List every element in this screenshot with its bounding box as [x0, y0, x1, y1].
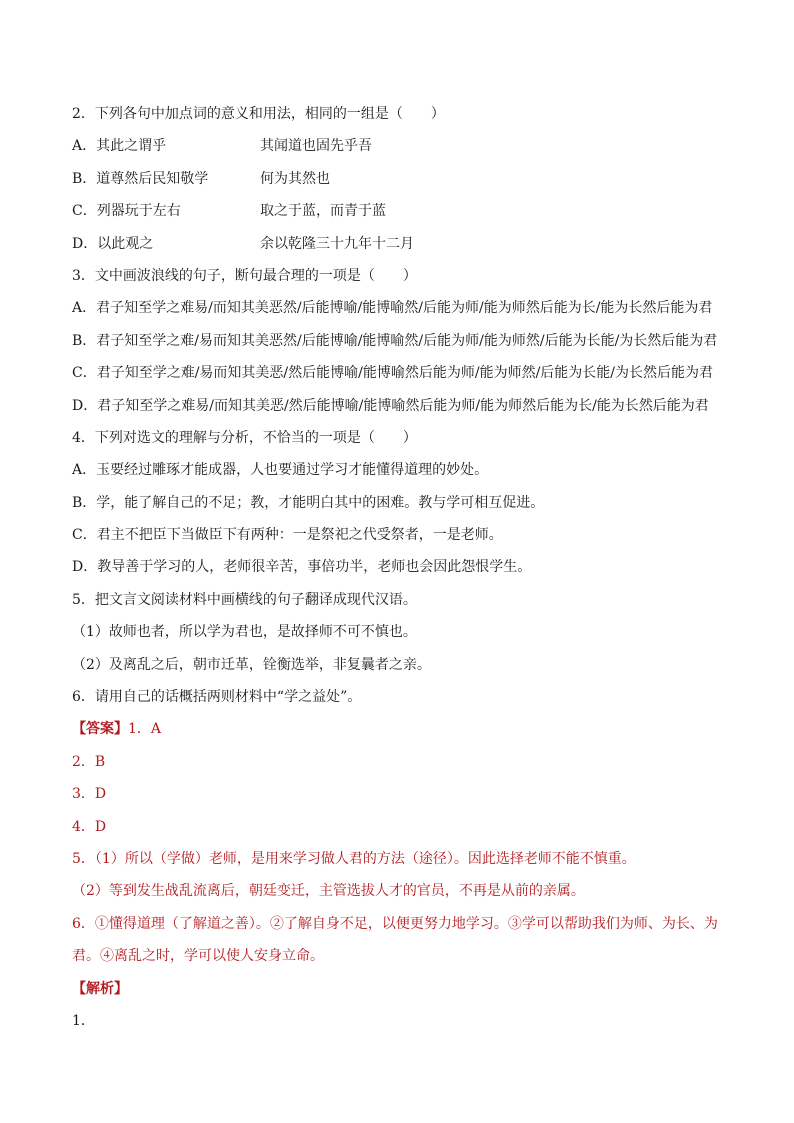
answer-2: 2．B [72, 753, 106, 770]
q5-item-1: （1）故师也者，所以学为君也，是故择师不可不慎也。 [72, 624, 417, 641]
answer-6-line-1: 6．①懂得道理（了解道之善）。②了解自身不足，以便更努力地学习。③学可以帮助我们为师、为长、为 [72, 915, 718, 932]
answer-1: 1．A [128, 721, 162, 738]
q4-option-c: C．君主不把臣下当做臣下有两种：一是祭祀之代受祭者，一是老师。 [72, 527, 503, 544]
analysis-1: 1． [72, 1012, 95, 1029]
q6-stem: 6．请用自己的话概括两则材料中“学之益处”。 [72, 689, 362, 706]
q2-option-b-right: 何为其然也 [260, 170, 330, 187]
q2-option-a [72, 130, 732, 162]
q2-option-d-left: D．以此观之 [72, 235, 154, 252]
q3-option-c: C．君子知至学之难/易而知其美恶/然后能博喻/能博喻然后能为师/能为师然/后能为长能/为长然后能为君 [72, 365, 714, 382]
q4-option-b: B．学，能了解自己的不足；教，才能明白其中的困难。教与学可相互促进。 [72, 494, 545, 511]
answer-5-2: （2）等到发生战乱流离后，朝廷变迁，主管选拔人才的官员，不再是从前的亲属。 [72, 883, 585, 900]
q4-option-d: D．教导善于学习的人，老师很辛苦，事倍功半，老师也会因此怨恨学生。 [72, 559, 532, 576]
q4-stem: 4．下列对选文的理解与分析，不恰当的一项是（ ） [72, 429, 417, 446]
q3-stem: 3．文中画波浪线的句子，断句最合理的一项是（ ） [72, 267, 417, 284]
answer-6-line-2: 君。④离乱之时，学可以使人安身立命。 [72, 948, 324, 965]
q3-option-b: B．君子知至学之难/易而知其美恶然/后能博喻/能博喻然/后能为师/能为师然/后能为长能/为长然后能为君 [72, 332, 718, 349]
answer-5-1: 5．（1）所以（学做）老师，是用来学习做人君的方法（途径）。因此选择老师不能不慎重。 [72, 850, 636, 867]
answer-first-line [72, 713, 732, 745]
q4-option-a: A．玉要经过雕琢才能成器，人也要通过学习才能懂得道理的妙处。 [72, 462, 489, 479]
answer-4: 4．D [72, 818, 107, 835]
q5-item-2: （2）及离乱之后，朝市迁革，铨衡选举，非复曩者之亲。 [72, 656, 431, 673]
document-page [72, 98, 732, 1037]
q2-option-a-right: 其闻道也固先乎吾 [260, 138, 372, 155]
analysis-label: 【解析】 [72, 980, 128, 997]
q2-option-b [72, 163, 732, 195]
q5-stem: 5．把文言文阅读材料中画横线的句子翻译成现代汉语。 [72, 591, 417, 608]
q2-option-c [72, 195, 732, 227]
q2-option-d-right: 余以乾隆三十九年十二月 [260, 235, 414, 252]
q2-option-c-right: 取之于蓝，而青于蓝 [260, 203, 386, 220]
q2-option-c-left: C．列器玩于左右 [72, 203, 181, 220]
q3-option-d: D．君子知至学之难易/而知其美恶/然后能博喻/能博喻然后能为师/能为师然后能为长/能为长然后能为君 [72, 397, 709, 414]
q3-option-a: A．君子知至学之难易/而知其美恶然/后能博喻/能博喻然/后能为师/能为师然后能为长/能为长然后能为君 [72, 300, 713, 317]
answer-3: 3．D [72, 786, 107, 803]
q2-stem: 2．下列各句中加点词的意义和用法，相同的一组是（ ） [72, 106, 445, 122]
q2-option-a-left: A．其此之谓乎 [72, 138, 167, 155]
analysis-heading [72, 973, 732, 1005]
q2-option-d [72, 228, 732, 260]
answer-label: 【答案】 [72, 721, 128, 738]
q2-option-b-left: B．道尊然后民知敬学 [72, 170, 209, 187]
